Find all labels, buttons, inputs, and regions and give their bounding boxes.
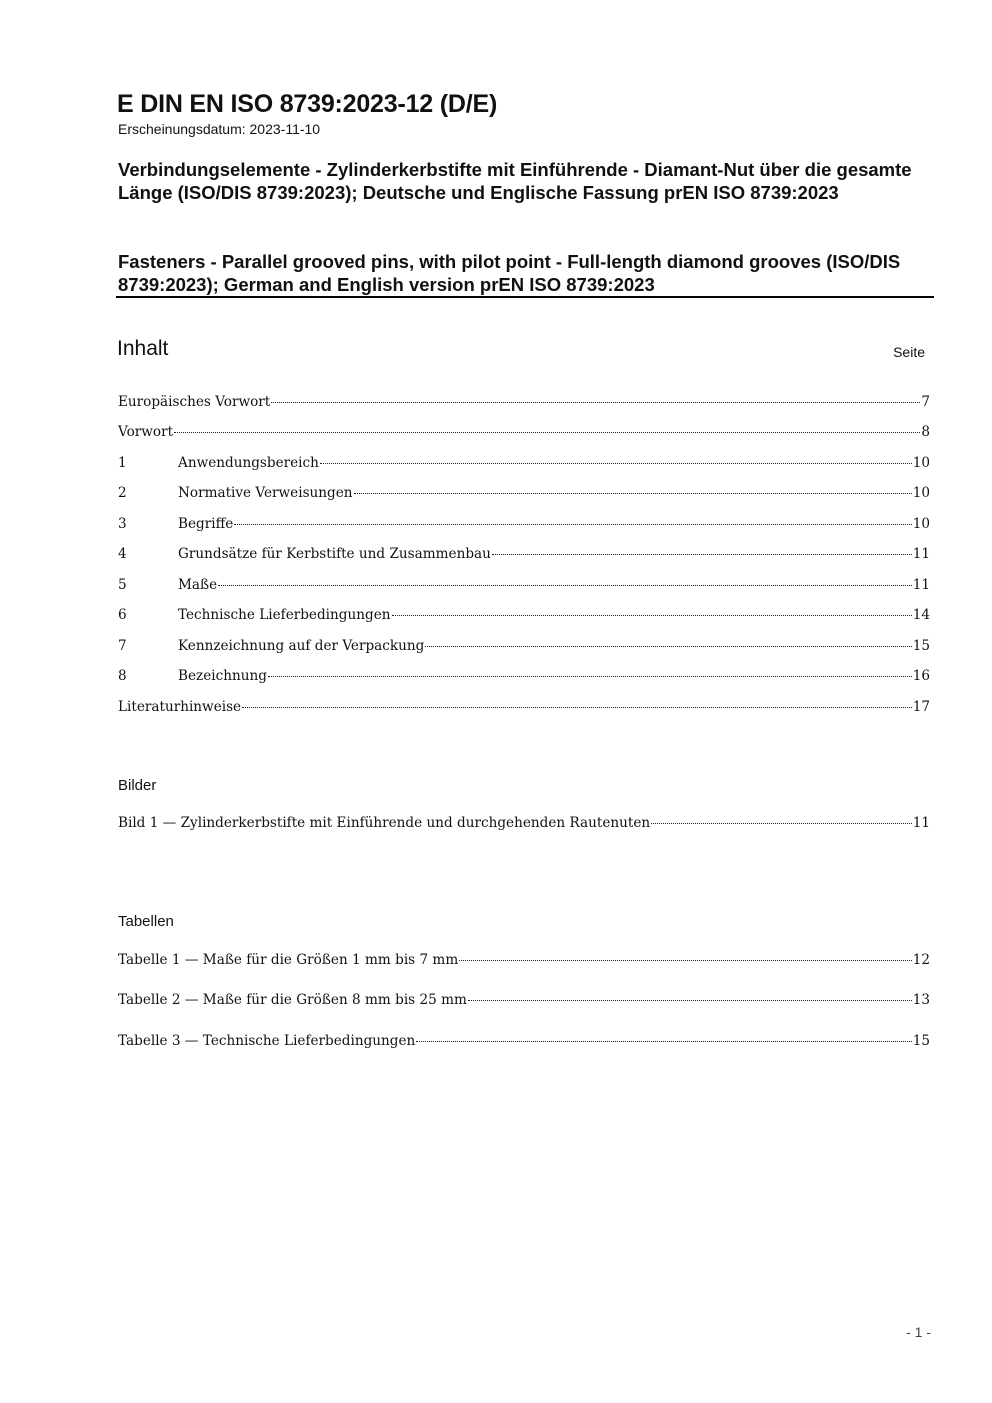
toc-entry-page: 7: [921, 394, 930, 410]
toc-entry-number: 6: [118, 607, 127, 623]
toc-entry[interactable]: [118, 485, 930, 507]
toc-dot-leader: [354, 493, 912, 494]
toc-entry-label: Maße: [178, 577, 218, 593]
toc-entry-number: 1: [118, 455, 127, 471]
table-entry-page: 13: [912, 992, 930, 1008]
figure-entry[interactable]: [118, 815, 930, 837]
toc-dot-leader: [320, 463, 912, 464]
toc-entry-label: Vorwort: [118, 424, 174, 440]
toc-entry[interactable]: [118, 668, 930, 690]
toc-dot-leader: [459, 960, 911, 961]
toc-entry-number: 8: [118, 668, 127, 684]
toc-entry-label: Begriffe: [178, 516, 234, 532]
toc-entry[interactable]: [118, 394, 930, 416]
toc-entry-label: Kennzeichnung auf der Verpackung: [178, 638, 425, 654]
toc-entry-number: 4: [118, 546, 127, 562]
table-entry-page: 15: [912, 1033, 930, 1049]
title-english: Fasteners - Parallel grooved pins, with pilot point - Full-length diamond grooves (ISO/DIS 8739:2023); German and English version prEN ISO 8739:2023: [118, 251, 901, 295]
toc-entry-page: 8: [921, 424, 930, 440]
tables-heading: Tabellen: [118, 913, 174, 930]
figures-heading: Bilder: [118, 777, 157, 794]
toc-entry-label: Anwendungsbereich: [178, 455, 319, 471]
toc-entry-page: 10: [912, 485, 930, 501]
title-german: Verbindungselemente - Zylinderkerbstifte mit Einführende - Diamant-Nut über die gesamte Länge (ISO/DIS 8739:2023); Deutsche und Englische Fassung prEN ISO 8739:2023: [118, 159, 912, 203]
toc-entry-page: 11: [912, 546, 930, 562]
toc-dot-leader: [416, 1041, 911, 1042]
toc-dot-leader: [392, 615, 912, 616]
toc-entry-page: 14: [912, 607, 930, 623]
toc-dot-leader: [268, 676, 912, 677]
toc-entry-page: 16: [912, 668, 930, 684]
toc-dot-leader: [218, 585, 912, 586]
toc-heading: Inhalt: [117, 337, 169, 360]
toc-entry[interactable]: [118, 516, 930, 538]
toc-entry-number: 2: [118, 485, 127, 501]
figure-entry-label: Bild 1 — Zylinderkerbstifte mit Einführende und durchgehenden Rautenuten: [118, 815, 651, 831]
toc-dot-leader: [242, 707, 912, 708]
toc-dot-leader: [651, 823, 912, 824]
toc-page-column-label: Seite: [893, 344, 925, 360]
toc-entry-label: Normative Verweisungen: [178, 485, 353, 501]
toc-dot-leader: [425, 646, 911, 647]
table-entry[interactable]: [118, 952, 930, 974]
toc-entry-page: 10: [912, 516, 930, 532]
toc-entry-label: Europäisches Vorwort: [118, 394, 271, 410]
toc-entry-page: 15: [912, 638, 930, 654]
toc-dot-leader: [174, 432, 920, 433]
table-entry-label: Tabelle 2 — Maße für die Größen 8 mm bis 25 mm: [118, 992, 467, 1008]
toc-entry-number: 7: [118, 638, 127, 654]
toc-entry[interactable]: [118, 638, 930, 660]
toc-entry[interactable]: [118, 577, 930, 599]
toc-entry-number: 5: [118, 577, 127, 593]
toc-entry-label: Grundsätze für Kerbstifte und Zusammenbau: [178, 546, 491, 562]
toc-entry-page: 17: [912, 699, 930, 715]
toc-dot-leader: [271, 402, 920, 403]
toc-entry-label: Literaturhinweise: [118, 699, 242, 715]
toc-entry-label: Technische Lieferbedingungen: [178, 607, 391, 623]
title-divider: [116, 296, 934, 298]
toc-entry-number: 3: [118, 516, 127, 532]
toc-dot-leader: [234, 524, 911, 525]
publication-date: Erscheinungsdatum: 2023-11-10: [118, 121, 321, 137]
toc-entry[interactable]: [118, 546, 930, 568]
figure-entry-page: 11: [912, 815, 930, 831]
toc-dot-leader: [468, 1000, 912, 1001]
table-entry[interactable]: [118, 992, 930, 1014]
toc-dot-leader: [492, 554, 912, 555]
table-entry-page: 12: [912, 952, 930, 968]
page-number: - 1 -: [906, 1324, 931, 1340]
toc-entry-page: 10: [912, 455, 930, 471]
toc-entry[interactable]: [118, 424, 930, 446]
toc-entry-page: 11: [912, 577, 930, 593]
toc-entry-label: Bezeichnung: [178, 668, 267, 684]
table-entry[interactable]: [118, 1033, 930, 1055]
table-entry-label: Tabelle 3 — Technische Lieferbedingungen: [118, 1033, 416, 1049]
table-entry-label: Tabelle 1 — Maße für die Größen 1 mm bis 7 mm: [118, 952, 459, 968]
document-id: E DIN EN ISO 8739:2023-12 (D/E): [117, 90, 498, 118]
toc-entry[interactable]: [118, 607, 930, 629]
toc-entry[interactable]: [118, 699, 930, 721]
toc-entry[interactable]: [118, 455, 930, 477]
